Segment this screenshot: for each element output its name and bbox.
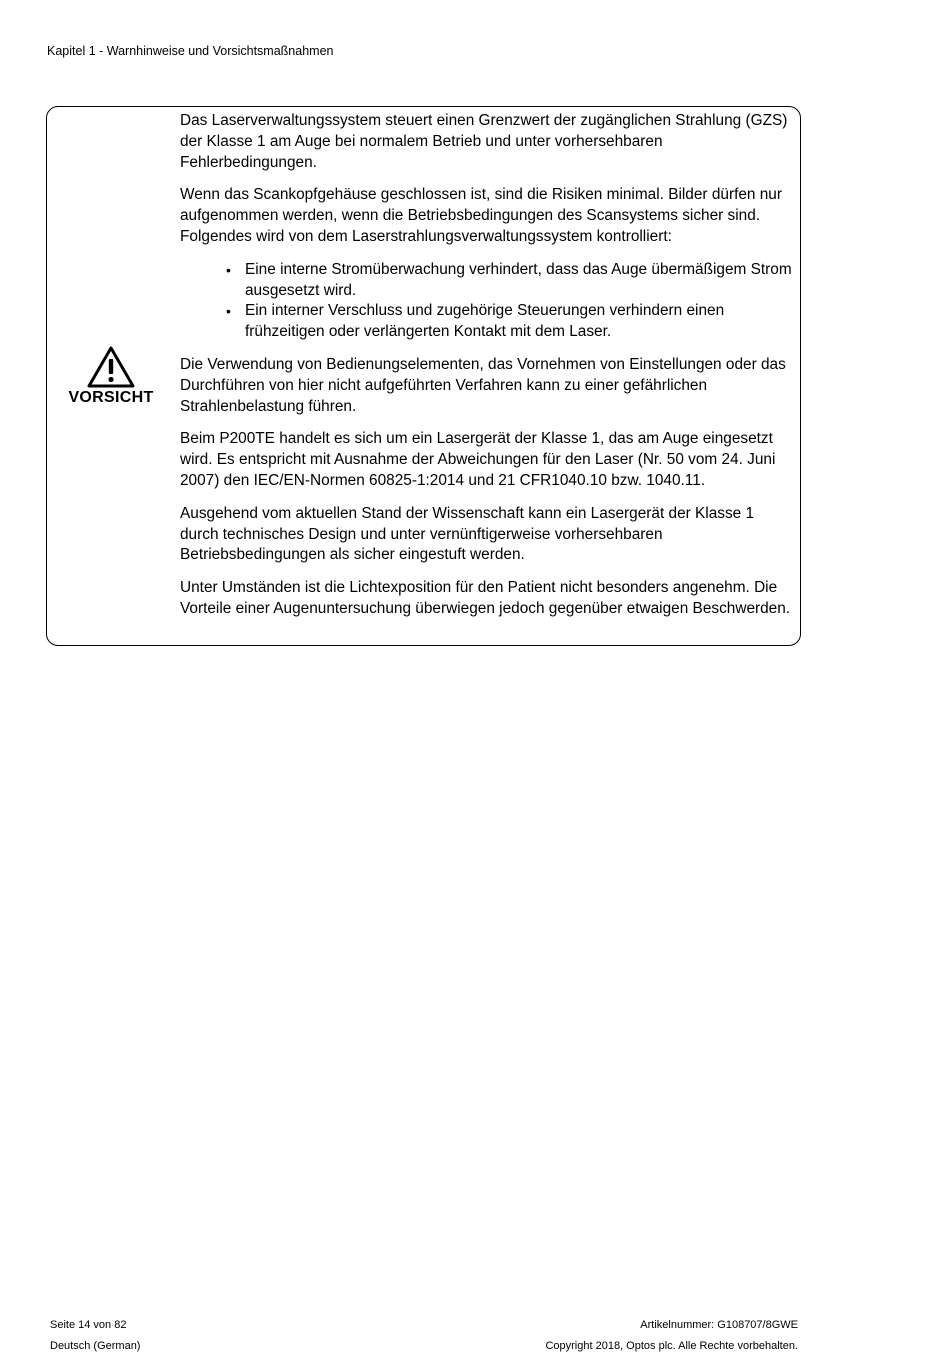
warning-triangle-icon [87,346,135,388]
caution-paragraph: Beim P200TE handelt es sich um ein Lasergerät der Klasse 1, das am Auge eingesetzt wird. Es entspricht mit Ausnahme der Abweichungen für den Laser (Nr. 50 vom 24. Juni 2007) den IEC/EN-Normen 60825-1:2014 und 21 CFR1040.10 bzw. 1040.11. [180,430,776,489]
caution-paragraph: Wenn das Scankopfgehäuse geschlossen ist, sind die Risiken minimal. Bilder dürfen nur aufgenommen werden, wenn die Betriebsbedingungen des Scansystems sicher sind. Folgendes wird von dem Laserstrahlungsverwaltungssystem kontrolliert: [180,186,782,245]
bullet-icon: • [226,303,231,320]
bullet-text: Ein interner Verschluss und zugehörige Steuerungen verhindern einen frühzeitigen oder verlängerten Kontakt mit dem Laser. [245,302,725,341]
caution-side [47,107,175,645]
copyright-notice: Copyright 2018, Optos plc. Alle Rechte vorbehalten. [545,1340,798,1352]
chapter-title: Kapitel 1 - Warnhinweise und Vorsichtsmaßnahmen [47,44,334,58]
caution-paragraph: Ausgehend vom aktuellen Stand der Wissenschaft kann ein Lasergerät der Klasse 1 durch technisches Design und unter vernünftigerweise vorhersehbaren Betriebsbedingungen als sicher eingestuft werden. [180,504,755,564]
bullet-text: Eine interne Stromüberwachung verhindert, dass das Auge übermäßigem Strom ausgesetzt wird. [245,260,792,299]
caution-bullet-list [180,260,794,343]
caution-paragraph: Das Laserverwaltungssystem steuert einen Grenzwert der zugänglichen Strahlung (GZS) der Klasse 1 am Auge bei normalem Betrieb und unter vorhersehbaren Fehlerbedingungen. [180,112,788,171]
caution-text [180,111,794,632]
language-label: Deutsch (German) [50,1340,141,1352]
article-number: Artikelnummer: G108707/8GWE [640,1319,798,1331]
caution-label: VORSICHT [68,388,154,406]
caution-box [46,106,801,646]
bullet-item [226,301,794,343]
bullet-item [226,260,794,302]
page-number: Seite 14 von 82 [50,1319,127,1331]
caution-paragraph: Die Verwendung von Bedienungselementen, das Vornehmen von Einstellungen oder das Durchführen von hier nicht aufgeführten Verfahren kann zu einer gefährlichen Strahlenbelastung führen. [180,355,786,415]
bullet-icon: • [226,261,231,278]
caution-paragraph: Unter Umständen ist die Lichtexposition für den Patient nicht besonders angenehm. Die Vorteile einer Augenuntersuchung überwiegen jedoch gegenüber etwaigen Beschwerden. [180,579,791,617]
